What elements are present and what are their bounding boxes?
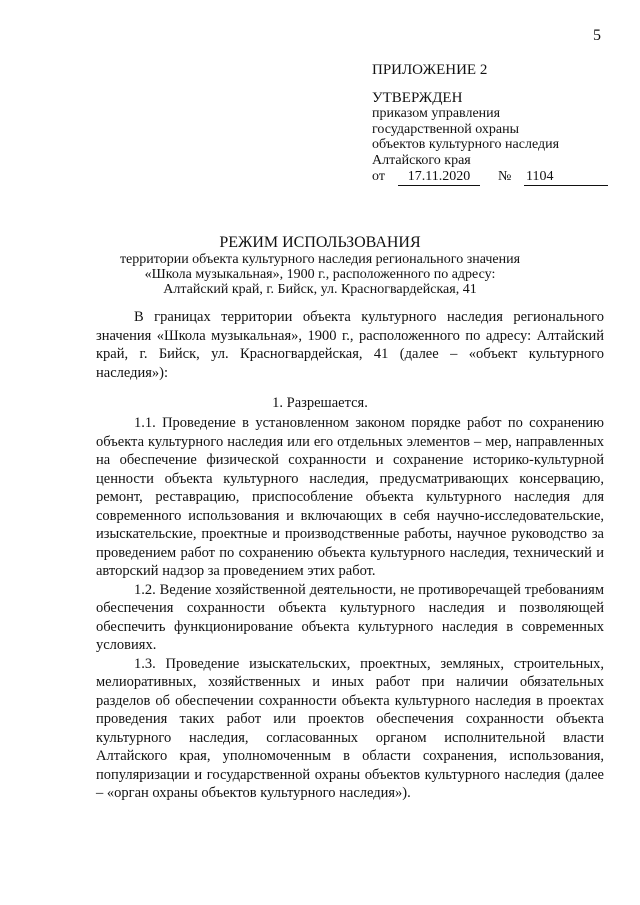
intro-section <box>96 308 604 382</box>
approval-line: Алтайского края <box>372 152 471 168</box>
clause-paragraph: 1.3. Проведение изыскательских, проектных, земляных, строительных, мелиоративных, хозяйственных и иных работ при наличии обязательных разделов об обеспечении сохранности объекта культурного наследия в проектах проведения таких работ или проектов обеспечения сохранности объекта культурного наследия, согласованных органом исполнительной власти Алтайского края, уполномоченным в области сохранения, использования, популяризации и государственной охраны объектов культурного наследия (далее – «орган охраны объектов культурного наследия»). <box>96 655 604 801</box>
section-heading: 1. Разрешается. <box>272 395 368 411</box>
clause-paragraph: 1.2. Ведение хозяйственной деятельности, не противоречащей требованиям обеспечения сохранности объекта культурного наследия и позволяющей обеспечить функционирование объекта культурного наследия в современных условиях. <box>96 581 604 653</box>
order-line <box>372 169 622 186</box>
subtitle-line: территории объекта культурного наследия регионального значения <box>119 252 521 267</box>
document-title: РЕЖИМ ИСПОЛЬЗОВАНИЯ <box>219 234 421 251</box>
document-subtitle <box>0 252 640 297</box>
annex-title: ПРИЛОЖЕНИЕ 2 <box>372 62 488 78</box>
subtitle-line: Алтайский край, г. Бийск, ул. Красногвардейская, 41 <box>163 282 477 297</box>
intro-paragraph: В границах территории объекта культурного наследия регионального значения «Школа музыкальная», 1900 г., расположенного по адресу: Алтайский край, г. Бийск, ул. Красногвардейская, 41 (далее – «объект культурного наследия»): <box>96 309 604 381</box>
order-number: 1104 <box>524 169 608 186</box>
approval-line: государственной охраны <box>372 121 520 137</box>
approval-line: объектов культурного наследия <box>372 137 560 152</box>
order-date: 17.11.2020 <box>398 169 480 186</box>
clauses-section <box>96 414 604 803</box>
approval-line: приказом управления <box>372 106 501 121</box>
clause-paragraph: 1.1. Проведение в установленном законом порядке работ по сохранению объекта культурного наследия или его отдельных элементов – мер, направленных на обеспечение физической сохранности и сохранение историко-культурной ценности объекта культурного наследия, предусматривающих консервацию, ремонт, реставрацию, приспособление объекта культурного наследия для современного использования и включающих в себя научно-исследовательские, изыскательские, проектные и производственные работы, научное руководство за проведением работ по сохранению объекта культурного наследия, технический и авторский надзор за проведением этих работ. <box>96 415 604 579</box>
subtitle-line: «Школа музыкальная», 1900 г., расположенного по адресу: <box>144 267 496 282</box>
order-number-label: № <box>498 169 512 184</box>
approval-header <box>372 63 622 186</box>
page-number: 5 <box>593 27 601 44</box>
order-from-label: от <box>372 169 385 184</box>
approved-title: УТВЕРЖДЕН <box>372 89 463 106</box>
